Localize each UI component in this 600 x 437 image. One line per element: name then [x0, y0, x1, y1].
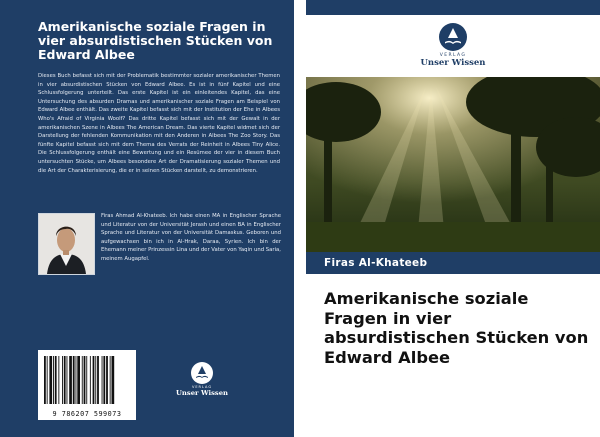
back-cover-title: Amerikanische soziale Fragen in vier absurdistischen Stücken von Edward Albee: [38, 19, 273, 62]
front-publisher-sub: VERLAG: [439, 53, 467, 58]
back-publisher-logo: [172, 362, 232, 397]
isbn-number: 9 786207 599073: [52, 410, 122, 418]
author-bar: [306, 252, 600, 274]
front-publisher-name: Unser Wissen: [420, 58, 486, 68]
back-publisher-sub: VERLAG: [191, 385, 213, 389]
book-description: Dieses Buch befasst sich mit der Problematik bestimmter sozialer amerikanischer Themen in vier absurdistischen Stücken von Edward Albee. Es ist in fünf Kapitel und eine Schlussfolgerung unterteilt. Das erste Kapitel ist ein einleitendes Kapitel, das eine Untersuchung des absurden Dramas und amerikanischer soziale Fragen am Beispiel von Edward Albee enthält. Das zweite Kapitel befasst sich mit der Institution der Ehe in Albees Who's Afraid of Virginia Woolf? Das dritte Kapitel befasst sich mit der Gewalt in der amerikanischen Szene in Albees The American Dream. Das vierte Kapitel widmet sich der Darstellung der fehlenden Kommunikation mit den Anderen in Albees The Zoo Story. Das fünfte Kapitel befasst sich mit dem Thema des Verrats der Reinheit in Albees Tiny Alice. Die Schlussfolgerung enthält eine Bewertung und ein Resümee der vier in diesem Buch untersuchten Stücke, um Albees besondere Art der Dramatisierung sozialer Themen und die Art der Charakterisierung, die er in seinen Stücken darstellt, zu demonstrieren.: [38, 73, 280, 174]
book-tree-icon: [439, 23, 467, 51]
front-cover: [306, 0, 600, 437]
author-name: Firas Al-Khateeb: [324, 257, 428, 269]
back-cover: [0, 0, 294, 437]
spine-gap: [294, 0, 306, 437]
author-bio: Firas Ahmad Al-Khateeb. Ich habe einen MA in Englischer Sprache und Literatur von der Universität Jerash und einen BA in Englischer Sprache und Literatur von der Universität Damaskus. Geboren und aufgewachsen bin ich in Al-Hrak, Daraa, Syrien. Ich bin der Ehemann meiner Prinzessin Lina und der Vater von Yaqin und Saria, meinem Augapfel.: [101, 213, 281, 262]
front-top-bar: [306, 0, 600, 15]
front-publisher-logo: [406, 23, 500, 68]
back-publisher-name: Unser Wissen: [176, 389, 228, 397]
book-tree-icon: [191, 362, 213, 384]
front-cover-title: Amerikanische soziale Fragen in vier absurdistischen Stücken von Edward Albee: [324, 289, 589, 367]
cover-photo: [306, 77, 600, 252]
author-photo: [38, 213, 95, 275]
isbn-barcode: [38, 350, 136, 420]
